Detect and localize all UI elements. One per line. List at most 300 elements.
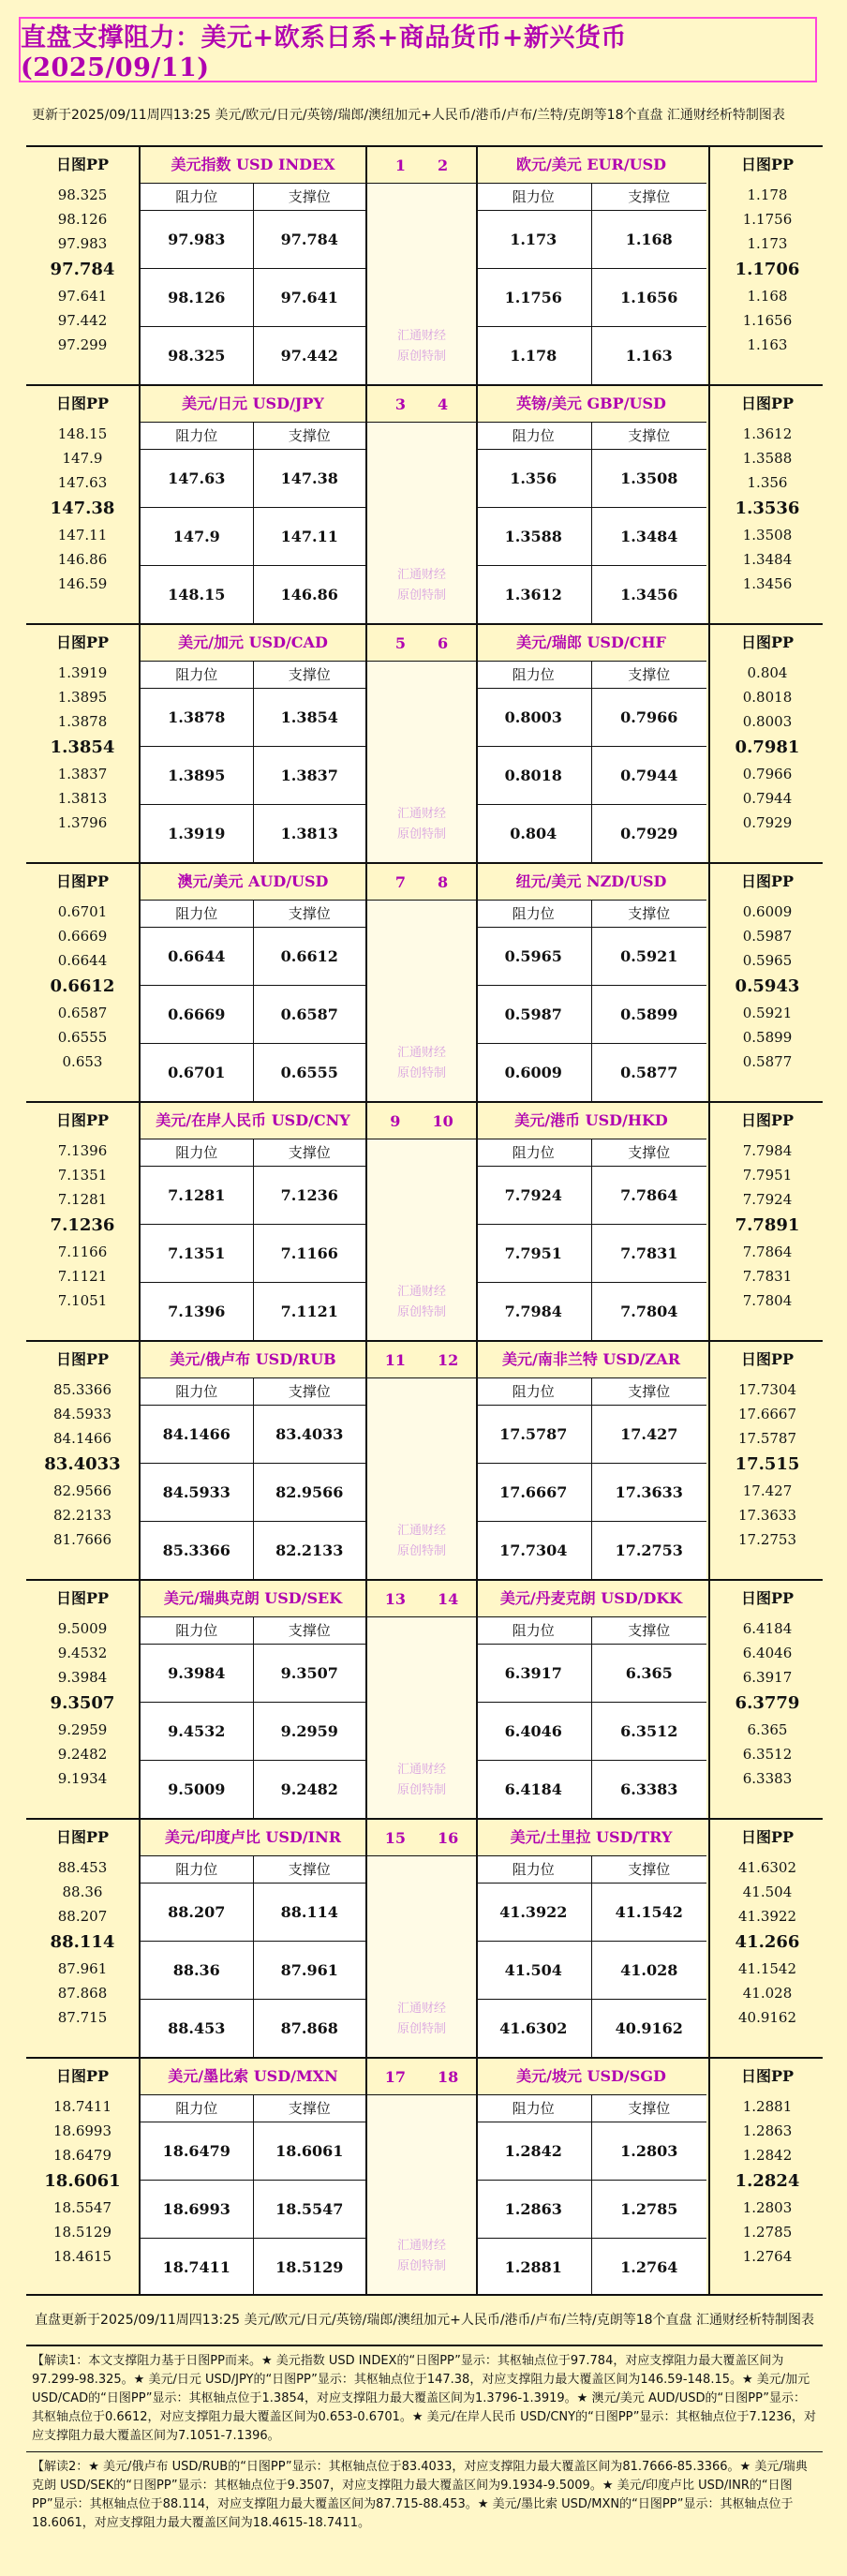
- resistance-value: 7.1396: [141, 1283, 254, 1340]
- watermark-line1: 汇通财经: [396, 1524, 446, 1538]
- level-subheader: [141, 901, 365, 928]
- pair-numbers: [367, 864, 476, 901]
- level-subheader: [476, 901, 706, 928]
- level-subheader: [141, 423, 365, 450]
- pair-numbers: [367, 147, 476, 184]
- pivot-level: 7.1121: [57, 1268, 108, 1285]
- resistance-value: 0.8003: [476, 689, 592, 746]
- pair-numbers: [367, 2059, 476, 2095]
- watermark: [367, 1760, 476, 1801]
- support-value: 1.1656: [620, 289, 678, 306]
- pivot-level: 147.63: [57, 474, 108, 491]
- support-value: 97.784: [280, 231, 338, 248]
- pivot-level: 7.1281: [57, 1191, 108, 1208]
- pair-number-left: 3: [394, 395, 406, 413]
- support-value: 9.2959: [280, 1722, 338, 1740]
- pivot-value: 9.3507: [50, 1693, 115, 1713]
- support-value: 6.365: [625, 1664, 673, 1682]
- support-label: 支撑位: [628, 188, 671, 205]
- resistance-value: 18.6479: [141, 2122, 254, 2180]
- pivot-column-left: [26, 147, 141, 384]
- pair-section: [26, 2057, 823, 2296]
- pair-number-right: 16: [438, 1828, 459, 1847]
- pivot-level: 6.365: [747, 1721, 788, 1738]
- watermark-line2: 原创特制: [396, 588, 446, 603]
- level-subheader: [476, 2095, 706, 2122]
- level-table-right: [476, 147, 706, 384]
- pivot-level: 88.36: [62, 1884, 103, 1900]
- watermark-line2: 原创特制: [396, 2022, 446, 2036]
- pivot-level: 88.453: [57, 1859, 108, 1876]
- pivot-value: 0.5943: [735, 976, 800, 996]
- watermark-line1: 汇通财经: [396, 2002, 446, 2016]
- pair-number-right: 18: [438, 2067, 459, 2086]
- level-row: [141, 928, 365, 986]
- pivot-header: 日图PP: [740, 872, 795, 890]
- pivot-level: 7.1051: [57, 1292, 108, 1309]
- support-value: 18.5129: [275, 2258, 344, 2276]
- level-row: [476, 450, 706, 508]
- level-row: [141, 1645, 365, 1703]
- level-row: [476, 508, 706, 566]
- level-row: [476, 327, 706, 384]
- pivot-value: 1.3536: [735, 499, 800, 518]
- support-label: 支撑位: [628, 2100, 671, 2117]
- pair-number-left: 13: [384, 1589, 406, 1608]
- resistance-label: 阻力位: [141, 1139, 254, 1166]
- support-label: 支撑位: [288, 905, 331, 922]
- level-row: [141, 1522, 365, 1579]
- level-table-left: [141, 147, 365, 384]
- level-row: [476, 1406, 706, 1464]
- support-value: 97.442: [280, 347, 338, 365]
- support-value: 18.5547: [275, 2200, 344, 2218]
- level-row: [141, 2122, 365, 2181]
- level-subheader: [141, 184, 365, 211]
- level-subheader: [476, 1856, 706, 1884]
- pivot-level: 6.4184: [742, 1620, 793, 1637]
- level-row: [476, 2000, 706, 2057]
- pivot-level: 6.3383: [742, 1770, 793, 1787]
- pair-number-left: 5: [394, 633, 406, 652]
- pivot-level: 0.804: [747, 664, 788, 681]
- level-subheader: [476, 1139, 706, 1167]
- pivot-level: 17.2753: [737, 1531, 797, 1548]
- support-value: 0.7944: [620, 767, 678, 784]
- pivot-level: 7.7984: [742, 1142, 793, 1159]
- level-table-right: [476, 1103, 706, 1340]
- pivot-level: 1.163: [747, 336, 788, 353]
- resistance-value: 6.4046: [476, 1703, 592, 1760]
- support-value: 147.38: [280, 469, 338, 487]
- level-row: [476, 566, 706, 623]
- level-row: [141, 1884, 365, 1942]
- pivot-level: 0.5987: [742, 928, 793, 945]
- pair-number-left: 15: [384, 1828, 406, 1847]
- level-table-right: [476, 386, 706, 623]
- resistance-value: 9.5009: [141, 1761, 254, 1818]
- support-value: 1.3837: [280, 767, 338, 784]
- pivot-level: 97.641: [57, 288, 108, 305]
- pivot-level: 6.3917: [742, 1669, 793, 1686]
- pivot-level: 0.5965: [742, 952, 793, 969]
- pair-section: [26, 1579, 823, 1818]
- resistance-value: 0.6009: [476, 1044, 592, 1101]
- pivot-level: 1.3837: [57, 766, 108, 782]
- pair-section: [26, 384, 823, 623]
- support-value: 1.3456: [620, 586, 678, 603]
- pair-numbers: [367, 625, 476, 662]
- pivot-level: 0.653: [62, 1053, 103, 1070]
- watermark-line1: 汇通财经: [396, 1285, 446, 1299]
- resistance-value: 98.126: [141, 269, 254, 326]
- level-row: [476, 1884, 706, 1942]
- level-row: [476, 986, 706, 1044]
- pivot-column-left: [26, 1820, 141, 2057]
- pivot-level: 98.126: [57, 211, 108, 228]
- pivot-level: 9.2482: [57, 1746, 108, 1763]
- pivot-column-left: [26, 386, 141, 623]
- header-note: 更新于2025/09/11周四13:25 美元/欧元/日元/英镑/瑞郎/澳纽加元+人民币/港币/卢布/兰特/克朗等18个直盘 汇通财经析特制图表: [32, 108, 785, 123]
- resistance-label: 阻力位: [476, 1856, 592, 1883]
- support-value: 1.163: [625, 347, 673, 365]
- resistance-value: 6.4184: [476, 1761, 592, 1818]
- watermark: [367, 2236, 476, 2277]
- pivot-level: 0.6555: [57, 1029, 108, 1046]
- support-value: 0.5899: [620, 1005, 678, 1023]
- pivot-level: 87.715: [57, 2009, 108, 2026]
- pivot-level: 6.4046: [742, 1645, 793, 1661]
- support-value: 87.961: [280, 1961, 338, 1979]
- pivot-header: 日图PP: [740, 395, 795, 412]
- support-label: 支撑位: [288, 2100, 331, 2117]
- pivot-level: 1.3919: [57, 664, 108, 681]
- pivot-header: 日图PP: [740, 2067, 795, 2085]
- pivot-column-left: [26, 864, 141, 1101]
- resistance-value: 17.7304: [476, 1522, 592, 1579]
- resistance-label: 阻力位: [476, 1617, 592, 1644]
- pair-number-right: 6: [438, 633, 449, 652]
- support-value: 0.7929: [620, 825, 678, 842]
- resistance-label: 阻力位: [476, 662, 592, 688]
- resistance-value: 88.453: [141, 2000, 254, 2057]
- pivot-level: 0.7929: [742, 814, 793, 831]
- level-table-right: [476, 1342, 706, 1579]
- pair-number-left: 17: [384, 2067, 406, 2086]
- pivot-level: 18.7411: [52, 2098, 112, 2115]
- pivot-level: 1.3796: [57, 814, 108, 831]
- support-value: 1.168: [625, 231, 673, 248]
- support-value: 83.4033: [275, 1425, 344, 1443]
- support-value: 41.1542: [615, 1903, 683, 1921]
- support-label: 支撑位: [628, 1622, 671, 1639]
- pair-number-column: [365, 1103, 478, 1340]
- resistance-value: 41.6302: [476, 2000, 592, 2057]
- pair-number-column: [365, 386, 478, 623]
- resistance-value: 0.5965: [476, 928, 592, 985]
- pair-section: [26, 145, 823, 384]
- level-row: [476, 747, 706, 805]
- resistance-value: 0.8018: [476, 747, 592, 804]
- pivot-header: 日图PP: [55, 2067, 110, 2085]
- pivot-level: 0.6009: [742, 903, 793, 920]
- level-row: [141, 986, 365, 1044]
- page-title: 直盘支撑阻力：美元+欧系日系+商品货币+新兴货币(2025/09/11): [21, 23, 627, 82]
- level-table-left: [141, 386, 365, 623]
- resistance-value: 7.1351: [141, 1225, 254, 1282]
- watermark: [367, 565, 476, 606]
- pivot-level: 17.5787: [737, 1430, 797, 1447]
- pivot-header: 日图PP: [55, 156, 110, 173]
- pair-number-right: 14: [438, 1589, 459, 1608]
- pivot-level: 17.6667: [737, 1406, 797, 1422]
- pivot-level: 7.7804: [742, 1292, 793, 1309]
- support-value: 1.2785: [620, 2200, 678, 2218]
- pair-numbers: [367, 1581, 476, 1617]
- pivot-header: 日图PP: [740, 1350, 795, 1368]
- pivot-level: 1.3895: [57, 689, 108, 706]
- pivot-level: 84.5933: [52, 1406, 112, 1422]
- level-row: [476, 1044, 706, 1101]
- pivot-column-right: [708, 386, 825, 623]
- pivot-header: 日图PP: [740, 1111, 795, 1129]
- level-row: [141, 566, 365, 623]
- level-row: [141, 1283, 365, 1340]
- pivot-level: 7.7864: [742, 1243, 793, 1260]
- resistance-value: 9.3984: [141, 1645, 254, 1702]
- level-table-right: [476, 625, 706, 862]
- support-label: 支撑位: [288, 1861, 331, 1878]
- pivot-column-left: [26, 2059, 141, 2294]
- footer-note-1: 【解读1：本文支撑阻力基于日图PP而来。★ 美元指数 USD INDEX的“日图PP”显示：其枢轴点位于97.784，对应支撑阻力最大覆盖区间为97.299-98.325。★ 美元/日元 USD/JPY的“日图PP”显示：其枢轴点位于147.38，对应支撑阻力最大覆盖区间为146.59-148.15。★ 美元/加元 USD/CAD的“日图PP”显示：其枢轴点位于1.3854，对应支撑阻力最大覆盖区间为1.3796-1.3919。★ 澳元/美元 AUD/USD的“日图PP”显示：其枢轴点位于0.6612，对应支撑阻力最大覆盖区间为0.653-0.6701。★ 美元/在岸人民币 USD/CNY的“日图PP”显示：其枢轴点位于7.1236，对应支撑阻力最大覆盖区间为7.1051-7.1396。: [26, 2346, 823, 2452]
- level-subheader: [476, 1617, 706, 1645]
- pivot-header: 日图PP: [55, 1350, 110, 1368]
- pivot-level: 1.2764: [742, 2248, 793, 2265]
- resistance-value: 41.3922: [476, 1884, 592, 1941]
- support-value: 146.86: [280, 586, 338, 603]
- resistance-value: 7.7924: [476, 1167, 592, 1224]
- support-value: 0.6555: [280, 1064, 338, 1081]
- resistance-value: 7.7984: [476, 1283, 592, 1340]
- support-value: 7.1121: [280, 1303, 338, 1320]
- pair-number-left: 9: [390, 1111, 401, 1130]
- pivot-level: 81.7666: [52, 1531, 112, 1548]
- support-label: 支撑位: [288, 1383, 331, 1400]
- pair-number-column: [365, 147, 478, 384]
- watermark: [367, 1282, 476, 1323]
- level-row: [476, 1703, 706, 1761]
- level-table-right: [476, 1581, 706, 1818]
- pivot-level: 1.2842: [742, 2147, 793, 2164]
- support-label: 支撑位: [288, 1144, 331, 1161]
- pivot-level: 9.1934: [57, 1770, 108, 1787]
- resistance-label: 阻力位: [141, 662, 254, 688]
- pivot-header: 日图PP: [55, 1111, 110, 1129]
- pivot-level: 87.868: [57, 1985, 108, 2002]
- resistance-label: 阻力位: [476, 184, 592, 210]
- level-table-left: [141, 1820, 365, 2057]
- resistance-value: 1.3612: [476, 566, 592, 623]
- resistance-value: 0.5987: [476, 986, 592, 1043]
- pivot-level: 87.961: [57, 1960, 108, 1977]
- resistance-label: 阻力位: [141, 2095, 254, 2122]
- pivot-value: 41.266: [735, 1932, 800, 1952]
- pair-name: 美元/港币 USD/HKD: [476, 1103, 706, 1139]
- pivot-level: 1.2785: [742, 2224, 793, 2241]
- level-row: [141, 508, 365, 566]
- resistance-value: 147.9: [141, 508, 254, 565]
- watermark-line2: 原创特制: [396, 2259, 446, 2273]
- pivot-level: 1.2863: [742, 2122, 793, 2139]
- support-value: 1.3508: [620, 469, 678, 487]
- pivot-level: 97.299: [57, 336, 108, 353]
- support-label: 支撑位: [288, 666, 331, 683]
- pivot-level: 7.1351: [57, 1167, 108, 1184]
- pivot-level: 41.028: [742, 1985, 793, 2002]
- resistance-value: 88.36: [141, 1942, 254, 1999]
- watermark-line1: 汇通财经: [396, 329, 446, 343]
- pivot-level: 7.7924: [742, 1191, 793, 1208]
- pivot-level: 82.2133: [52, 1507, 112, 1524]
- support-value: 7.1236: [280, 1186, 338, 1204]
- resistance-value: 17.5787: [476, 1406, 592, 1463]
- pivot-level: 9.3984: [57, 1669, 108, 1686]
- support-value: 7.7831: [620, 1244, 678, 1262]
- level-row: [476, 1645, 706, 1703]
- pivot-level: 1.1756: [742, 211, 793, 228]
- support-value: 0.6612: [280, 947, 338, 965]
- pivot-value: 1.3854: [50, 737, 115, 757]
- resistance-value: 7.7951: [476, 1225, 592, 1282]
- support-value: 9.2482: [280, 1780, 338, 1798]
- pivot-level: 18.6993: [52, 2122, 112, 2139]
- level-table-left: [141, 1103, 365, 1340]
- watermark-line2: 原创特制: [396, 1544, 446, 1558]
- watermark-line2: 原创特制: [396, 1783, 446, 1797]
- support-value: 40.9162: [615, 2019, 683, 2037]
- pivot-level: 18.5129: [52, 2224, 112, 2241]
- pivot-column-left: [26, 1103, 141, 1340]
- pair-number-left: 7: [394, 872, 406, 891]
- resistance-label: 阻力位: [141, 901, 254, 927]
- level-subheader: [141, 1856, 365, 1884]
- level-row: [141, 1406, 365, 1464]
- resistance-label: 阻力位: [476, 2095, 592, 2122]
- pair-name: 美元/日元 USD/JPY: [141, 386, 365, 423]
- resistance-value: 1.178: [476, 327, 592, 384]
- pivot-column-right: [708, 1103, 825, 1340]
- pair-name: 美元/土里拉 USD/TRY: [476, 1820, 706, 1856]
- level-subheader: [141, 662, 365, 689]
- pivot-level: 146.86: [57, 551, 108, 568]
- level-table-right: [476, 1820, 706, 2057]
- pivot-level: 82.9566: [52, 1482, 112, 1499]
- watermark: [367, 1999, 476, 2040]
- level-subheader: [476, 1378, 706, 1406]
- pair-number-column: [365, 1342, 478, 1579]
- pivot-level: 1.3508: [742, 527, 793, 543]
- pair-number-left: 1: [394, 156, 406, 174]
- support-value: 1.2803: [620, 2142, 678, 2160]
- level-row: [476, 689, 706, 747]
- pair-numbers: [367, 386, 476, 423]
- pivot-level: 0.6669: [57, 928, 108, 945]
- watermark: [367, 804, 476, 845]
- pivot-value: 1.2824: [735, 2171, 800, 2191]
- level-table-left: [141, 625, 365, 862]
- pivot-level: 7.1396: [57, 1142, 108, 1159]
- pivot-level: 6.3512: [742, 1746, 793, 1763]
- pivot-level: 148.15: [57, 425, 108, 442]
- watermark-line2: 原创特制: [396, 827, 446, 841]
- pivot-level: 1.2881: [742, 2098, 793, 2115]
- level-subheader: [141, 1617, 365, 1645]
- pivot-level: 88.207: [57, 1908, 108, 1925]
- support-value: 41.028: [620, 1961, 678, 1979]
- pivot-value: 7.7891: [735, 1215, 800, 1235]
- pivot-level: 1.173: [747, 235, 788, 252]
- level-subheader: [476, 423, 706, 450]
- pivot-level: 1.2803: [742, 2199, 793, 2216]
- resistance-value: 1.2881: [476, 2239, 592, 2296]
- resistance-label: 阻力位: [141, 1617, 254, 1644]
- resistance-value: 147.63: [141, 450, 254, 507]
- pair-name: 美元/瑞典克朗 USD/SEK: [141, 1581, 365, 1617]
- level-row: [476, 211, 706, 269]
- pivot-value: 147.38: [50, 499, 115, 518]
- pivot-level: 1.3612: [742, 425, 793, 442]
- support-value: 17.427: [620, 1425, 678, 1443]
- resistance-value: 7.1281: [141, 1167, 254, 1224]
- pair-name: 美元/俄卢布 USD/RUB: [141, 1342, 365, 1378]
- pivot-column-right: [708, 2059, 825, 2294]
- support-value: 7.7804: [620, 1303, 678, 1320]
- watermark-line1: 汇通财经: [396, 2239, 446, 2253]
- pivot-level: 85.3366: [52, 1381, 112, 1398]
- pivot-level: 0.5921: [742, 1005, 793, 1021]
- pair-number-right: 2: [438, 156, 449, 174]
- pivot-column-right: [708, 864, 825, 1101]
- resistance-value: 1.3895: [141, 747, 254, 804]
- pair-name: 美元/印度卢比 USD/INR: [141, 1820, 365, 1856]
- pivot-value: 97.784: [50, 260, 115, 279]
- pivot-level: 1.3878: [57, 713, 108, 730]
- support-value: 1.2764: [620, 2258, 678, 2276]
- level-table-right: [476, 2059, 706, 2294]
- pivot-level: 18.4615: [52, 2248, 112, 2265]
- pivot-level: 1.1656: [742, 312, 793, 329]
- pair-number-right: 12: [438, 1350, 459, 1369]
- pair-name: 澳元/美元 AUD/USD: [141, 864, 365, 901]
- pair-number-column: [365, 864, 478, 1101]
- support-value: 17.3633: [615, 1483, 683, 1501]
- level-row: [476, 805, 706, 862]
- pivot-level: 17.3633: [737, 1507, 797, 1524]
- pivot-header: 日图PP: [740, 633, 795, 651]
- pivot-level: 0.5899: [742, 1029, 793, 1046]
- level-row: [141, 1225, 365, 1283]
- level-row: [476, 928, 706, 986]
- resistance-value: 84.1466: [141, 1406, 254, 1463]
- support-value: 6.3383: [620, 1780, 678, 1798]
- level-row: [476, 1464, 706, 1522]
- pair-name: 美元/加元 USD/CAD: [141, 625, 365, 662]
- pivot-header: 日图PP: [740, 156, 795, 173]
- pivot-level: 41.3922: [737, 1908, 797, 1925]
- resistance-value: 88.207: [141, 1884, 254, 1941]
- support-value: 0.6587: [280, 1005, 338, 1023]
- resistance-label: 阻力位: [476, 1378, 592, 1405]
